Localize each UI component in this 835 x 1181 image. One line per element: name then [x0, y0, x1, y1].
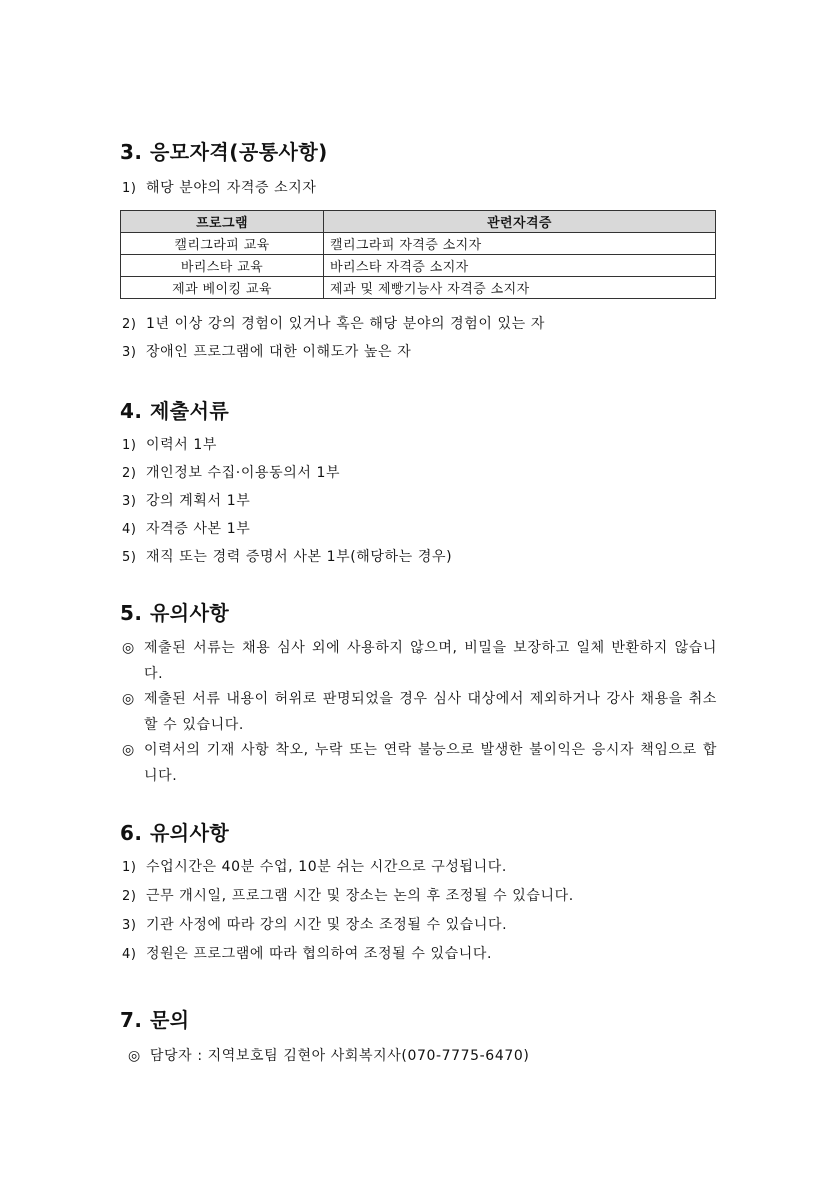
certificate-cell: 바리스타 자격증 소지자	[324, 255, 716, 277]
certificate-cell: 제과 및 제빵기능사 자격증 소지자	[324, 277, 716, 299]
double-circle-icon: ◎	[122, 742, 135, 758]
item-text: 개인정보 수집·이용동의서 1부	[146, 465, 341, 481]
program-cell: 제과 베이킹 교육	[121, 277, 324, 299]
item-number: 3)	[122, 345, 137, 360]
double-circle-icon: ◎	[122, 640, 135, 656]
table-row	[121, 277, 716, 299]
qualification-item-1	[122, 177, 317, 197]
contact-line	[128, 1045, 529, 1065]
item-number: 2)	[122, 317, 137, 332]
qualification-item-3	[122, 341, 411, 361]
item-number: 4)	[122, 522, 137, 537]
item-number: 1)	[122, 860, 137, 875]
item-number: 5)	[122, 550, 137, 565]
notice-item	[122, 737, 717, 789]
notice-text: 이력서의 기재 사항 착오, 누락 또는 연락 불능으로 발생한 불이익은 응시자 책임으로 합니다.	[144, 742, 717, 784]
document-item	[122, 546, 452, 566]
guideline-item	[122, 856, 507, 876]
double-circle-icon: ◎	[128, 1048, 141, 1064]
item-text: 장애인 프로그램에 대한 이해도가 높은 자	[146, 344, 412, 360]
item-number: 4)	[122, 947, 137, 962]
item-number: 1)	[122, 438, 137, 453]
document-item	[122, 490, 250, 510]
header-program: 프로그램	[121, 211, 324, 233]
document-item	[122, 462, 340, 482]
contact-text: 담당자 : 지역보호팀 김현아 사회복지사(070-7775-6470)	[149, 1048, 530, 1064]
guideline-item	[122, 885, 574, 905]
program-cell: 캘리그라피 교육	[121, 233, 324, 255]
section-4-title: 4. 제출서류	[120, 399, 230, 423]
double-circle-icon: ◎	[122, 691, 135, 707]
certificate-cell: 캘리그라피 자격증 소지자	[324, 233, 716, 255]
table-row	[121, 233, 716, 255]
table-header-row	[121, 211, 716, 233]
program-qualification-table	[120, 210, 716, 299]
document-item	[122, 434, 217, 454]
guideline-item	[122, 914, 507, 934]
section-6-title: 6. 유의사항	[120, 821, 230, 845]
item-text: 수업시간은 40분 수업, 10분 쉬는 시간으로 구성됩니다.	[146, 859, 507, 875]
item-number: 1)	[122, 181, 137, 196]
section-3-title: 3. 응모자격(공통사항)	[120, 140, 328, 164]
item-text: 근무 개시일, 프로그램 시간 및 장소는 논의 후 조정될 수 있습니다.	[146, 888, 574, 904]
section-7-title: 7. 문의	[120, 1008, 190, 1032]
item-text: 1년 이상 강의 경험이 있거나 혹은 해당 분야의 경험이 있는 자	[146, 316, 545, 332]
header-certificate: 관련자격증	[324, 211, 716, 233]
guideline-item	[122, 943, 492, 963]
document-item	[122, 518, 250, 538]
notice-text: 제출된 서류는 채용 심사 외에 사용하지 않으며, 비밀을 보장하고 일체 반환하지 않습니다.	[144, 640, 717, 682]
item-text: 기관 사정에 따라 강의 시간 및 장소 조정될 수 있습니다.	[146, 917, 508, 933]
item-text: 강의 계획서 1부	[146, 493, 251, 509]
notice-text: 제출된 서류 내용이 허위로 판명되었을 경우 심사 대상에서 제외하거나 강사 채용을 취소할 수 있습니다.	[144, 691, 717, 733]
notice-item	[122, 686, 717, 738]
item-text: 재직 또는 경력 증명서 사본 1부(해당하는 경우)	[146, 549, 453, 565]
item-text: 이력서 1부	[146, 437, 218, 453]
item-text: 자격증 사본 1부	[146, 521, 251, 537]
table-row	[121, 255, 716, 277]
item-text: 해당 분야의 자격증 소지자	[146, 180, 317, 196]
item-number: 3)	[122, 918, 137, 933]
item-number: 2)	[122, 889, 137, 904]
program-cell: 바리스타 교육	[121, 255, 324, 277]
item-number: 3)	[122, 494, 137, 509]
qualification-item-2	[122, 313, 545, 333]
item-text: 정원은 프로그램에 따라 협의하여 조정될 수 있습니다.	[146, 946, 493, 962]
section-5-title: 5. 유의사항	[120, 601, 230, 625]
notice-item	[122, 635, 717, 687]
item-number: 2)	[122, 466, 137, 481]
